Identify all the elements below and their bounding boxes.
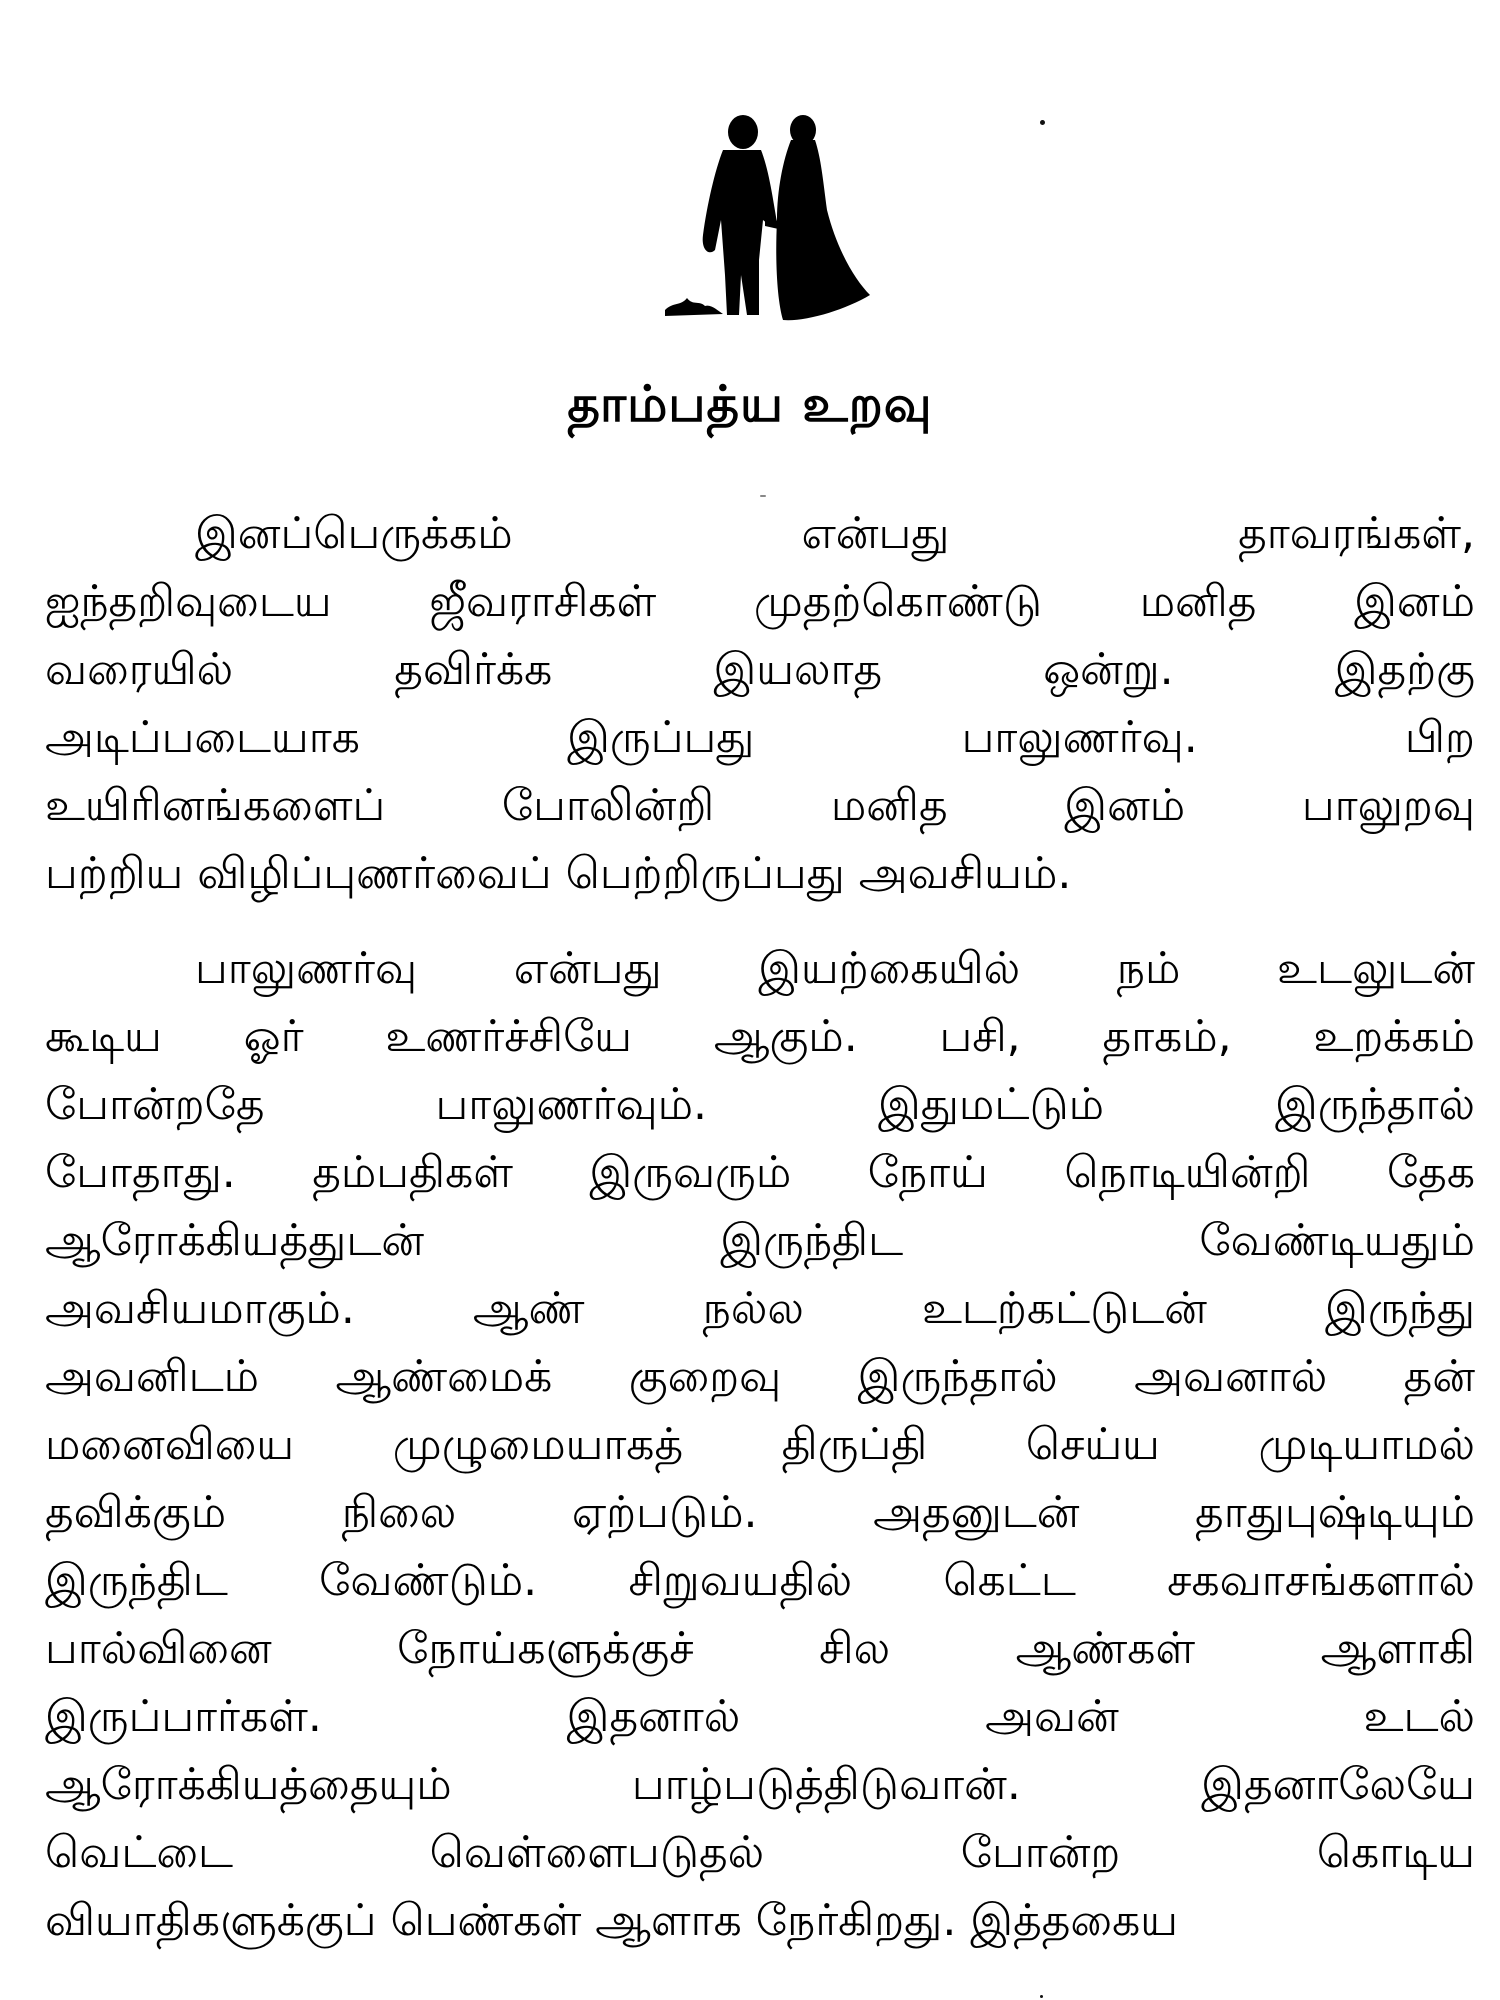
paragraph-line: தவிக்கும் நிலை ஏற்படும். அதனுடன் தாதுபுஷ்டியும் [45, 1487, 1475, 1538]
paragraph-line: கூடிய ஓர் உணர்ச்சியே ஆகும். பசி, தாகம், உறக்கம் [45, 1011, 1475, 1062]
paragraph-line: அவசியமாகும். ஆண் நல்ல உடற்கட்டுடன் இருந்து [45, 1283, 1475, 1334]
paragraph-line: வியாதிகளுக்குப் பெண்கள் ஆளாக நேர்கிறது. இத்தகைய [45, 1895, 1178, 1946]
paragraph-line: இருந்திட வேண்டும். சிறுவயதில் கெட்ட சகவாசங்களால் [45, 1555, 1475, 1606]
paragraph-line: பாலுணர்வு என்பது இயற்கையில் நம் உடலுடன் [195, 943, 1475, 994]
paragraph-line: அடிப்படையாக இருப்பது பாலுணர்வு. பிற [45, 712, 1475, 763]
couple-silhouette-icon [665, 110, 885, 325]
paragraph-line: அவனிடம் ஆண்மைக் குறைவு இருந்தால் அவனால் தன் [45, 1351, 1475, 1402]
paragraph-2 [45, 935, 1475, 1955]
paragraph-line: ஆரோக்கியத்தையும் பாழ்படுத்திடுவான். இதனாலேயே [45, 1759, 1475, 1810]
paragraph-line: போதாது. தம்பதிகள் இருவரும் நோய் நொடியின்றி தேக [45, 1147, 1475, 1198]
paragraph-line: ஆரோக்கியத்துடன் இருந்திட வேண்டியதும் [45, 1215, 1475, 1266]
page-title: தாம்பத்ய உறவு [567, 375, 933, 433]
paragraph-line: இருப்பார்கள். இதனால் அவன் உடல் [45, 1691, 1475, 1742]
print-speck [1040, 1995, 1043, 1998]
paragraph-line: மனைவியை முழுமையாகத் திருப்தி செய்ய முடியாமல் [45, 1419, 1475, 1470]
paragraph-line: பற்றிய விழிப்புணர்வைப் பெற்றிருப்பது அவசியம். [45, 848, 1072, 899]
paragraph-line: போன்றதே பாலுணர்வும். இதுமட்டும் இருந்தால் [45, 1079, 1475, 1130]
paragraph-line: வெட்டை வெள்ளைபடுதல் போன்ற கொடிய [45, 1827, 1475, 1878]
paragraph-line: ஐந்தறிவுடைய ஜீவராசிகள் முதற்கொண்டு மனித இனம் [45, 576, 1475, 627]
paragraph-1 [45, 500, 1475, 908]
print-speck [760, 495, 766, 497]
paragraph-line: இனப்பெருக்கம் என்பது தாவரங்கள், [195, 508, 1475, 559]
paragraph-line: உயிரினங்களைப் போலின்றி மனித இனம் பாலுறவு [45, 780, 1475, 831]
print-speck [1040, 120, 1045, 125]
paragraph-line: பால்வினை நோய்களுக்குச் சில ஆண்கள் ஆளாகி [45, 1623, 1475, 1674]
paragraph-line: வரையில் தவிர்க்க இயலாத ஒன்று. இதற்கு [45, 644, 1475, 695]
